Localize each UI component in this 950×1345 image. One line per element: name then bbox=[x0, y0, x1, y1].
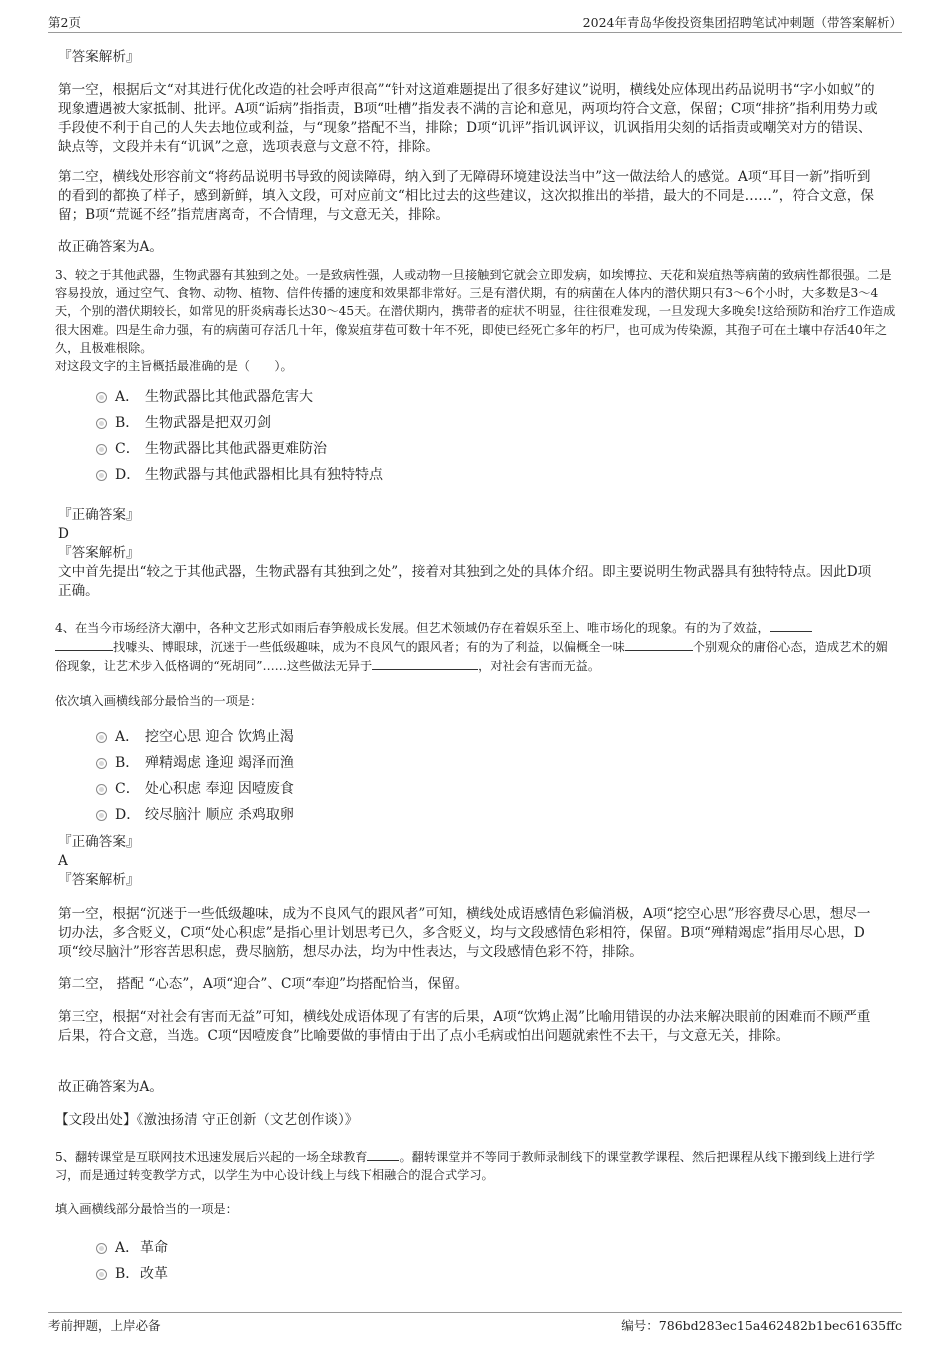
q5-stem bbox=[0, 1147, 950, 1184]
option-text: 生物武器与其他武器相比具有独特特点 bbox=[145, 467, 383, 483]
option-text: 革命 bbox=[140, 1240, 168, 1256]
q4-stem-text bbox=[0, 618, 950, 676]
option-text: 绞尽脑汁 顺应 杀鸡取卵 bbox=[145, 807, 294, 823]
option-text: 处心积虑 奉迎 因噎废食 bbox=[145, 781, 294, 797]
q4-para3-text: 第三空，根据“对社会有害而无益”可知，横线处成语体现了有害的后果，A项“饮鸩止渴”比喻用错误的办法来解决眼前的困难而不顾严重后果，符合文意，当选。C项“因噎废食”比喻要做的事情由于出了点小毛病或怕出问题就索性不去干，与文意无关，排除。 bbox=[58, 1009, 871, 1044]
q4-ask-block bbox=[0, 692, 950, 710]
q3-option-a[interactable] bbox=[0, 385, 950, 409]
q4-answer-label: 『正确答案』 bbox=[58, 834, 140, 850]
q3-answer-block bbox=[0, 506, 950, 601]
q5-ask: 填入画横线部分最恰当的一项是： bbox=[55, 1202, 238, 1216]
q4-stem bbox=[0, 618, 950, 676]
prev-para2-text: 第二空，横线处形容前文“将药品说明书导致的阅读障碍，纳入到了无障碍环境建设法当中”这一做法给人的感觉。A项“耳目一新”指听到的看到的都换了样子，感到新鲜，填入文段，可对应前文“相比过去的这些建议，这次拟推出的举措，最大的不同是……”，符合文意，保留；B项“荒诞不经”指荒唐离奇，不合情理，与文意无关，排除。 bbox=[58, 169, 874, 223]
q5-ask-block bbox=[0, 1200, 950, 1218]
q4-conclusion bbox=[0, 1078, 950, 1097]
radio-icon[interactable] bbox=[96, 758, 107, 769]
q3-analysis-label: 『答案解析』 bbox=[58, 545, 140, 561]
radio-icon[interactable] bbox=[96, 732, 107, 743]
q5-stem-part2: 。翻转课堂并不等同于教师录制线下的课堂教学课程、然后把课程从线下搬到线上进行学习，而是通过转变教学方式，以学生为中心设计线上与线下相融合的混合式学习。 bbox=[55, 1150, 875, 1183]
q3-answer: D bbox=[58, 526, 69, 542]
q4-source-line bbox=[0, 1111, 950, 1130]
document-title: 2024年青岛华俊投资集团招聘笔试冲刺题（带答案解析） bbox=[582, 15, 902, 30]
q4-stem-part4: ，对社会有害而无益。 bbox=[478, 659, 601, 674]
q4-blank-1b bbox=[55, 637, 113, 651]
q4-source-label: 【文段出处】 bbox=[55, 1112, 137, 1128]
q5-stem-part1: 5、翻转课堂是互联网技术迅速发展后兴起的一场全球教育 bbox=[55, 1150, 368, 1164]
radio-icon[interactable] bbox=[96, 784, 107, 795]
q3-ask: 对这段文字的主旨概括最准确的是（ ）。 bbox=[55, 359, 293, 374]
footer-code bbox=[621, 1316, 902, 1334]
q3-option-b[interactable] bbox=[0, 411, 950, 435]
q5-stem-text bbox=[0, 1147, 950, 1184]
q4-conclusion-text: 故正确答案为A。 bbox=[58, 1079, 163, 1095]
page-number: 第2页 bbox=[48, 15, 81, 30]
option-text: 挖空心思 迎合 饮鸩止渴 bbox=[145, 729, 294, 745]
option-text: 生物武器比其他武器危害大 bbox=[145, 389, 313, 405]
option-key: C． bbox=[115, 781, 140, 797]
prev-analysis-label: 『答案解析』 bbox=[58, 49, 140, 65]
option-key: D． bbox=[115, 807, 141, 823]
q3-answer-label: 『正确答案』 bbox=[58, 507, 140, 523]
q4-para1-text: 第一空，根据“沉迷于一些低级趣味，成为不良风气的跟风者”可知，横线处成语感情色彩偏消极，A项“挖空心思”形容费尽心思，想尽一切办法，多含贬义，C项“处心积虑”是指心里计划思考已久，多含贬义，均与文段感情色彩相符，保留。B项“殚精竭虑”指用尽心思，D项“绞尽脑汁”形容苦思积虑，费尽脑筋，想尽办法，均为中性表达，与文段感情色彩不符，排除。 bbox=[58, 906, 871, 960]
radio-icon[interactable] bbox=[96, 1243, 107, 1254]
option-key: A． bbox=[115, 1240, 140, 1256]
q3-option-d[interactable] bbox=[0, 463, 950, 487]
q4-source-title: 《激浊扬清 守正创新（文艺创作谈）》 bbox=[136, 1112, 359, 1128]
prev-para1-text: 第一空，根据后文“对其进行优化改造的社会呼声很高”“针对这道难题提出了很多好建议”说明，横线处应体现出药品说明书“字小如蚁”的现象遭遇被大家抵制、批评。A项“诟病”指指责，B项“吐槽”指发表不满的言论和意见，两项均符合文意，保留；C项“排挤”指利用势力或手段使不利于自己的人失去地位或利益，与“现象”搭配不当，排除；D项“讥评”指讥讽评议，讥讽指用尖刻的话指责或嘲笑对方的错误、缺点等，文段并未有“讥讽”之意，选项表意与文意不符，排除。 bbox=[58, 82, 878, 155]
q4-blank-2 bbox=[625, 637, 693, 651]
prev-conclusion bbox=[0, 238, 950, 257]
footer-code-value: 786bd283ec15a462482b1bec61635ffc bbox=[658, 1318, 902, 1333]
q4-analysis-para3 bbox=[0, 1008, 950, 1046]
radio-icon[interactable] bbox=[96, 810, 107, 821]
radio-icon[interactable] bbox=[96, 1269, 107, 1280]
q4-stem-part1: 4、在当今市场经济大潮中，各种文艺形式如雨后春笋般成长发展。但艺术领域仍存在着娱乐至上、唯市场化的现象。有的为了效益， bbox=[55, 621, 770, 635]
q4-para2-text: 第二空， 搭配 “心态”，A项“迎合”、C项“奉迎”均搭配恰当，保留。 bbox=[58, 976, 469, 992]
option-key: D． bbox=[115, 467, 141, 483]
q4-blank-3 bbox=[372, 656, 478, 670]
q3-stem bbox=[0, 266, 950, 375]
option-key: C． bbox=[115, 441, 140, 457]
q4-option-c[interactable] bbox=[0, 777, 950, 801]
option-text: 生物武器比其他武器更难防治 bbox=[145, 441, 327, 457]
option-key: B． bbox=[115, 1266, 140, 1282]
q4-option-b[interactable] bbox=[0, 751, 950, 775]
q4-analysis-para2 bbox=[0, 975, 950, 994]
page-footer bbox=[48, 1312, 902, 1333]
q4-answer: A bbox=[58, 853, 68, 869]
prev-conclusion-text: 故正确答案为A。 bbox=[58, 239, 163, 255]
q4-blank-1a bbox=[770, 618, 812, 632]
radio-icon[interactable] bbox=[96, 444, 107, 455]
radio-icon[interactable] bbox=[96, 470, 107, 481]
q4-answer-block bbox=[0, 833, 950, 890]
page-header bbox=[48, 10, 902, 33]
prev-analysis-para1 bbox=[0, 81, 950, 157]
option-text: 殚精竭虑 逢迎 竭泽而渔 bbox=[145, 755, 294, 771]
radio-icon[interactable] bbox=[96, 392, 107, 403]
option-text: 生物武器是把双刃剑 bbox=[145, 415, 271, 431]
q4-analysis-para1 bbox=[0, 905, 950, 962]
prev-analysis-label-block bbox=[0, 48, 950, 67]
q4-option-a[interactable] bbox=[0, 725, 950, 749]
q4-stem-part2: 找噱头、博眼球，沉迷于一些低级趣味，成为不良风气的跟风者；有的为了利益，以偏概全一味 bbox=[113, 640, 625, 655]
q4-source bbox=[0, 1111, 950, 1130]
option-text: 改革 bbox=[140, 1266, 168, 1282]
q3-analysis-text: 文中首先提出“较之于其他武器，生物武器有其独到之处”，接着对其独到之处的具体介绍。即主要说明生物武器具有独特特点。因此D项正确。 bbox=[58, 564, 872, 599]
q5-option-a[interactable] bbox=[0, 1236, 950, 1260]
option-key: B． bbox=[115, 755, 140, 771]
radio-icon[interactable] bbox=[96, 418, 107, 429]
footer-slogan: 考前押题，上岸必备 bbox=[48, 1318, 161, 1333]
option-key: A． bbox=[115, 729, 140, 745]
option-key: B． bbox=[115, 415, 140, 431]
q4-stem-part3: 个别观众的庸俗心态，造成艺术的媚俗现象，让艺术步入低格调的“死胡同”……这些做法无异于 bbox=[55, 640, 888, 674]
prev-analysis-para2 bbox=[0, 168, 950, 225]
q4-option-d[interactable] bbox=[0, 803, 950, 827]
option-key: A． bbox=[115, 389, 140, 405]
q3-option-c[interactable] bbox=[0, 437, 950, 461]
q3-stem-text: 3、较之于其他武器，生物武器有其独到之处。一是致病性强，人或动物一旦接触到它就会立即发病，如埃博拉、天花和炭疽热等病菌的致病性都很强。二是容易投放，通过空气、食物、动物、植物、信件传播的速度和效果都非常好。三是有潜伏期，有的病菌在人体内的潜伏期只有3～6个小时，大多数是3～4天，个别的潜伏期较长，如常见的肝炎病毒长达30～45天。在潜伏期内，携带者的症状不明显，往往很难发现，一旦发现大多晚矣!这给预防和治疗工作造成很大困难。四是生命力强，有的病菌可存活几十年，像炭疽芽苞可数十年不死，即使已经死亡多年的朽尸，也可成为传染源，其孢子可在土壤中存活40年之久，且极难根除。 bbox=[55, 268, 896, 355]
q4-ask: 依次填入画横线部分最恰当的一项是： bbox=[55, 694, 263, 708]
q5-option-b[interactable] bbox=[0, 1262, 950, 1286]
q5-blank bbox=[367, 1147, 399, 1161]
q4-analysis-label: 『答案解析』 bbox=[58, 872, 140, 888]
footer-code-label: 编号： bbox=[621, 1318, 659, 1333]
